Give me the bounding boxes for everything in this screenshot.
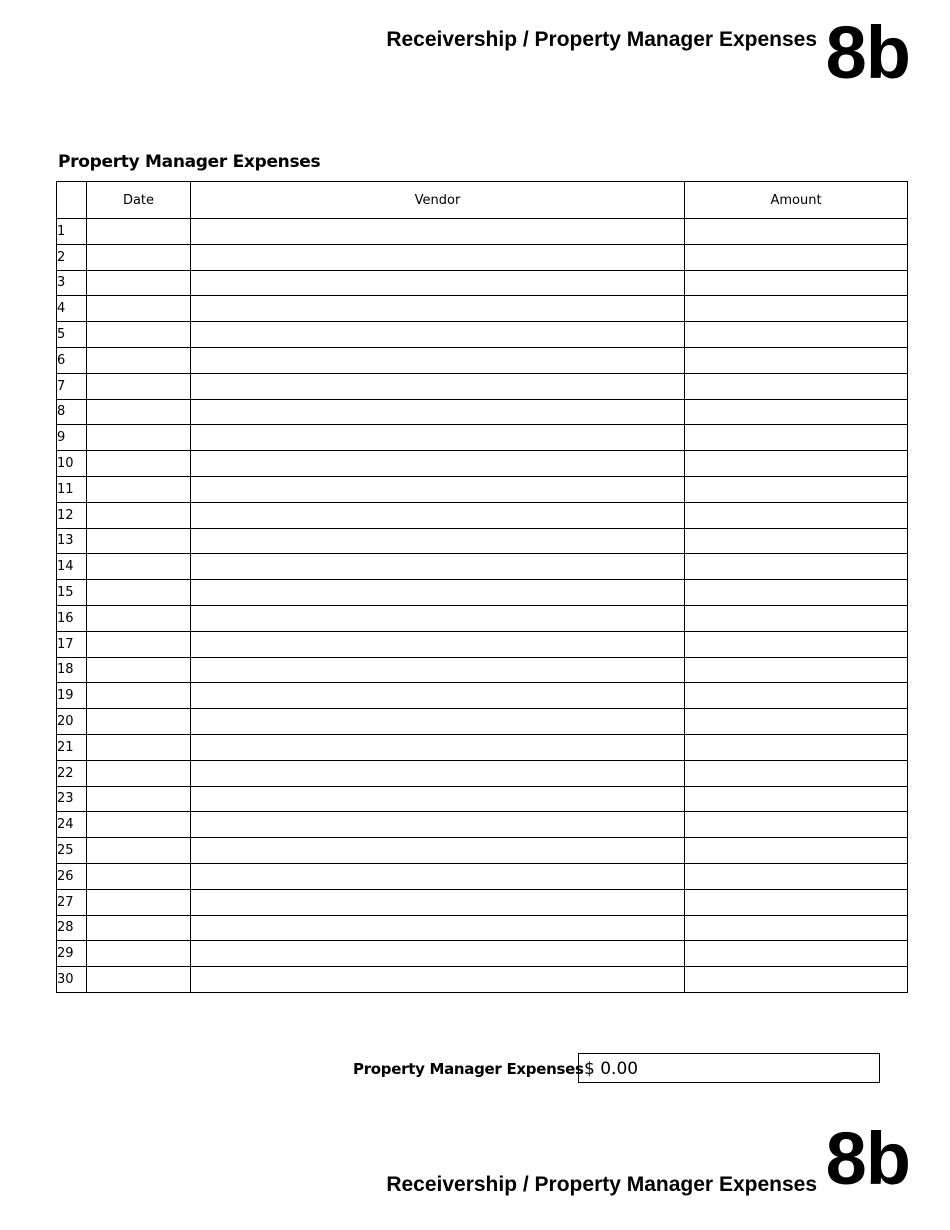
amount-input[interactable]	[685, 322, 907, 347]
date-cell	[87, 657, 191, 683]
vendor-cell	[191, 915, 685, 941]
vendor-input[interactable]	[191, 322, 684, 347]
vendor-input[interactable]	[191, 580, 684, 605]
date-input[interactable]	[87, 787, 190, 812]
table-row	[57, 373, 908, 399]
date-cell	[87, 528, 191, 554]
date-input[interactable]	[87, 916, 190, 941]
amount-cell	[685, 373, 908, 399]
amount-cell	[685, 322, 908, 348]
amount-input[interactable]	[685, 425, 907, 450]
vendor-cell	[191, 399, 685, 425]
vendor-cell	[191, 734, 685, 760]
table-header-row	[57, 182, 908, 219]
expenses-table	[56, 181, 908, 993]
amount-input[interactable]	[685, 890, 907, 915]
date-input[interactable]	[87, 967, 190, 992]
table-row	[57, 631, 908, 657]
row-number: 17	[57, 631, 87, 657]
vendor-input[interactable]	[191, 425, 684, 450]
vendor-cell	[191, 219, 685, 245]
vendor-input[interactable]	[191, 503, 684, 528]
vendor-input[interactable]	[191, 219, 684, 244]
vendor-cell	[191, 786, 685, 812]
vendor-cell	[191, 425, 685, 451]
amount-cell	[685, 605, 908, 631]
date-input[interactable]	[87, 761, 190, 786]
amount-input[interactable]	[685, 219, 907, 244]
table-row	[57, 863, 908, 889]
row-number: 10	[57, 451, 87, 477]
date-cell	[87, 270, 191, 296]
amount-cell	[685, 657, 908, 683]
vendor-cell	[191, 941, 685, 967]
date-input[interactable]	[87, 348, 190, 373]
date-input[interactable]	[87, 890, 190, 915]
vendor-input[interactable]	[191, 632, 684, 657]
row-number: 15	[57, 580, 87, 606]
amount-cell	[685, 760, 908, 786]
column-header-vendor: Vendor	[191, 182, 685, 219]
vendor-input[interactable]	[191, 529, 684, 554]
vendor-cell	[191, 863, 685, 889]
table-row	[57, 399, 908, 425]
vendor-input[interactable]	[191, 477, 684, 502]
row-number: 11	[57, 476, 87, 502]
table-row	[57, 941, 908, 967]
row-number: 8	[57, 399, 87, 425]
header-title: Receivership / Property Manager Expenses	[386, 28, 817, 51]
date-input[interactable]	[87, 219, 190, 244]
amount-input[interactable]	[685, 245, 907, 270]
amount-input[interactable]	[685, 864, 907, 889]
amount-cell	[685, 889, 908, 915]
row-number: 7	[57, 373, 87, 399]
vendor-input[interactable]	[191, 348, 684, 373]
footer-title: Receivership / Property Manager Expenses	[386, 1173, 817, 1196]
date-cell	[87, 631, 191, 657]
vendor-input[interactable]	[191, 941, 684, 966]
amount-input[interactable]	[685, 632, 907, 657]
date-input[interactable]	[87, 374, 190, 399]
date-input[interactable]	[87, 709, 190, 734]
date-input[interactable]	[87, 838, 190, 863]
vendor-cell	[191, 967, 685, 993]
row-number: 3	[57, 270, 87, 296]
date-cell	[87, 322, 191, 348]
vendor-cell	[191, 322, 685, 348]
vendor-input[interactable]	[191, 374, 684, 399]
table-row	[57, 322, 908, 348]
date-input[interactable]	[87, 580, 190, 605]
amount-cell	[685, 786, 908, 812]
vendor-input[interactable]	[191, 400, 684, 425]
table-row	[57, 580, 908, 606]
table-row	[57, 760, 908, 786]
date-input[interactable]	[87, 245, 190, 270]
amount-cell	[685, 967, 908, 993]
amount-cell	[685, 838, 908, 864]
table-row	[57, 657, 908, 683]
vendor-input[interactable]	[191, 812, 684, 837]
table-row	[57, 270, 908, 296]
vendor-input[interactable]	[191, 838, 684, 863]
date-cell	[87, 812, 191, 838]
total-label: Property Manager Expenses	[353, 1060, 584, 1078]
row-number: 24	[57, 812, 87, 838]
amount-input[interactable]	[685, 296, 907, 321]
amount-cell	[685, 941, 908, 967]
vendor-cell	[191, 760, 685, 786]
vendor-cell	[191, 605, 685, 631]
vendor-input[interactable]	[191, 890, 684, 915]
date-input[interactable]	[87, 683, 190, 708]
amount-input[interactable]	[685, 348, 907, 373]
date-cell	[87, 915, 191, 941]
amount-cell	[685, 554, 908, 580]
table-row	[57, 605, 908, 631]
table-row	[57, 528, 908, 554]
vendor-cell	[191, 528, 685, 554]
date-cell	[87, 786, 191, 812]
date-cell	[87, 219, 191, 245]
amount-input[interactable]	[685, 529, 907, 554]
date-cell	[87, 838, 191, 864]
table-row	[57, 451, 908, 477]
vendor-cell	[191, 296, 685, 322]
amount-cell	[685, 425, 908, 451]
amount-input[interactable]	[685, 477, 907, 502]
amount-cell	[685, 476, 908, 502]
vendor-cell	[191, 373, 685, 399]
table-row	[57, 838, 908, 864]
date-cell	[87, 399, 191, 425]
amount-input[interactable]	[685, 761, 907, 786]
row-number: 20	[57, 709, 87, 735]
amount-input[interactable]	[685, 606, 907, 631]
row-number: 12	[57, 502, 87, 528]
amount-cell	[685, 683, 908, 709]
row-number: 22	[57, 760, 87, 786]
vendor-input[interactable]	[191, 451, 684, 476]
table-row	[57, 347, 908, 373]
row-number: 26	[57, 863, 87, 889]
vendor-input[interactable]	[191, 761, 684, 786]
section-title: Property Manager Expenses	[58, 152, 321, 172]
row-number: 2	[57, 244, 87, 270]
vendor-input[interactable]	[191, 658, 684, 683]
table-row	[57, 967, 908, 993]
vendor-cell	[191, 683, 685, 709]
amount-input[interactable]	[685, 709, 907, 734]
amount-cell	[685, 580, 908, 606]
vendor-cell	[191, 244, 685, 270]
date-cell	[87, 709, 191, 735]
amount-input[interactable]	[685, 580, 907, 605]
date-cell	[87, 554, 191, 580]
column-header-amount: Amount	[685, 182, 908, 219]
header-form-code: 8b	[825, 11, 910, 94]
amount-input[interactable]	[685, 735, 907, 760]
date-cell	[87, 476, 191, 502]
amount-cell	[685, 812, 908, 838]
vendor-input[interactable]	[191, 864, 684, 889]
table-row	[57, 683, 908, 709]
column-header-date: Date	[87, 182, 191, 219]
row-number: 16	[57, 605, 87, 631]
date-input[interactable]	[87, 864, 190, 889]
date-input[interactable]	[87, 554, 190, 579]
amount-input[interactable]	[685, 400, 907, 425]
table-row	[57, 915, 908, 941]
date-input[interactable]	[87, 322, 190, 347]
date-cell	[87, 941, 191, 967]
table-row	[57, 296, 908, 322]
date-cell	[87, 863, 191, 889]
date-input[interactable]	[87, 296, 190, 321]
row-number: 13	[57, 528, 87, 554]
row-number: 18	[57, 657, 87, 683]
date-input[interactable]	[87, 812, 190, 837]
vendor-cell	[191, 502, 685, 528]
date-input[interactable]	[87, 400, 190, 425]
vendor-input[interactable]	[191, 245, 684, 270]
amount-cell	[685, 915, 908, 941]
amount-input[interactable]	[685, 374, 907, 399]
amount-cell	[685, 219, 908, 245]
date-cell	[87, 683, 191, 709]
amount-input[interactable]	[685, 554, 907, 579]
table-row	[57, 812, 908, 838]
vendor-input[interactable]	[191, 554, 684, 579]
date-cell	[87, 296, 191, 322]
row-number: 19	[57, 683, 87, 709]
amount-input[interactable]	[685, 812, 907, 837]
date-input[interactable]	[87, 735, 190, 760]
date-cell	[87, 967, 191, 993]
vendor-cell	[191, 631, 685, 657]
amount-cell	[685, 863, 908, 889]
vendor-input[interactable]	[191, 271, 684, 296]
amount-cell	[685, 399, 908, 425]
vendor-cell	[191, 657, 685, 683]
table-row	[57, 554, 908, 580]
total-amount-field[interactable]: $ 0.00	[578, 1053, 880, 1083]
row-number: 25	[57, 838, 87, 864]
footer-form-code: 8b	[825, 1117, 910, 1200]
date-input[interactable]	[87, 529, 190, 554]
table-row	[57, 244, 908, 270]
row-number: 29	[57, 941, 87, 967]
amount-input[interactable]	[685, 451, 907, 476]
vendor-cell	[191, 580, 685, 606]
amount-input[interactable]	[685, 787, 907, 812]
row-number: 9	[57, 425, 87, 451]
amount-cell	[685, 528, 908, 554]
row-number: 23	[57, 786, 87, 812]
amount-cell	[685, 296, 908, 322]
row-number: 14	[57, 554, 87, 580]
vendor-input[interactable]	[191, 735, 684, 760]
amount-input[interactable]	[685, 941, 907, 966]
amount-input[interactable]	[685, 967, 907, 992]
date-input[interactable]	[87, 477, 190, 502]
vendor-input[interactable]	[191, 967, 684, 992]
row-number: 21	[57, 734, 87, 760]
vendor-cell	[191, 889, 685, 915]
amount-cell	[685, 244, 908, 270]
table-row	[57, 709, 908, 735]
amount-input[interactable]	[685, 916, 907, 941]
row-number: 30	[57, 967, 87, 993]
table-row	[57, 425, 908, 451]
vendor-cell	[191, 554, 685, 580]
amount-input[interactable]	[685, 683, 907, 708]
table-row	[57, 786, 908, 812]
vendor-cell	[191, 709, 685, 735]
amount-cell	[685, 502, 908, 528]
date-cell	[87, 889, 191, 915]
date-input[interactable]	[87, 941, 190, 966]
amount-input[interactable]	[685, 838, 907, 863]
amount-cell	[685, 270, 908, 296]
amount-cell	[685, 451, 908, 477]
date-cell	[87, 451, 191, 477]
column-header-number	[57, 182, 87, 219]
date-input[interactable]	[87, 503, 190, 528]
row-number: 28	[57, 915, 87, 941]
table-row	[57, 219, 908, 245]
date-cell	[87, 347, 191, 373]
vendor-input[interactable]	[191, 916, 684, 941]
vendor-input[interactable]	[191, 606, 684, 631]
vendor-cell	[191, 270, 685, 296]
date-input[interactable]	[87, 632, 190, 657]
amount-cell	[685, 347, 908, 373]
date-input[interactable]	[87, 451, 190, 476]
date-cell	[87, 760, 191, 786]
row-number: 6	[57, 347, 87, 373]
date-cell	[87, 425, 191, 451]
date-cell	[87, 244, 191, 270]
date-cell	[87, 605, 191, 631]
row-number: 1	[57, 219, 87, 245]
date-cell	[87, 373, 191, 399]
table-row	[57, 502, 908, 528]
vendor-input[interactable]	[191, 683, 684, 708]
vendor-input[interactable]	[191, 296, 684, 321]
row-number: 27	[57, 889, 87, 915]
amount-input[interactable]	[685, 503, 907, 528]
vendor-cell	[191, 451, 685, 477]
date-input[interactable]	[87, 606, 190, 631]
amount-input[interactable]	[685, 658, 907, 683]
vendor-cell	[191, 838, 685, 864]
date-input[interactable]	[87, 425, 190, 450]
date-input[interactable]	[87, 271, 190, 296]
amount-cell	[685, 631, 908, 657]
table-row	[57, 889, 908, 915]
date-cell	[87, 502, 191, 528]
vendor-cell	[191, 812, 685, 838]
row-number: 4	[57, 296, 87, 322]
table-row	[57, 476, 908, 502]
date-cell	[87, 580, 191, 606]
date-cell	[87, 734, 191, 760]
vendor-input[interactable]	[191, 787, 684, 812]
date-input[interactable]	[87, 658, 190, 683]
vendor-input[interactable]	[191, 709, 684, 734]
vendor-cell	[191, 476, 685, 502]
table-row	[57, 734, 908, 760]
amount-cell	[685, 734, 908, 760]
vendor-cell	[191, 347, 685, 373]
amount-input[interactable]	[685, 271, 907, 296]
amount-cell	[685, 709, 908, 735]
row-number: 5	[57, 322, 87, 348]
